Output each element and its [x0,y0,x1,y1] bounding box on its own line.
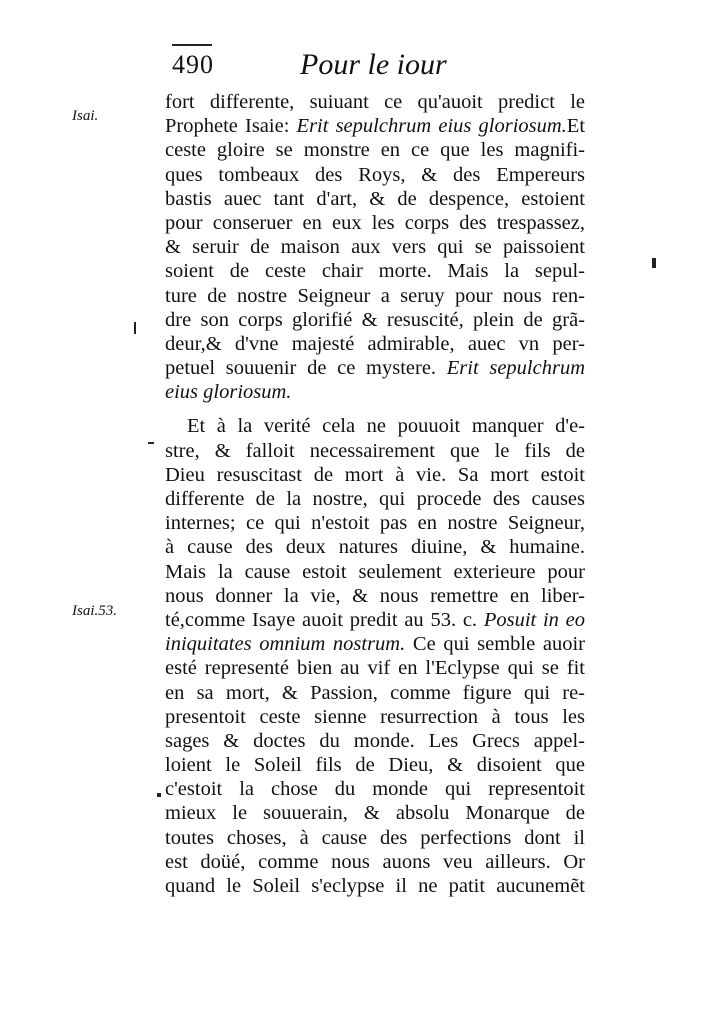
header-mark [172,44,212,46]
margin-note-isai: Isai. [72,108,99,124]
page-header [172,50,592,90]
text-line: esté representé bien au vif en l'Eclypse qui se fit [165,657,585,680]
running-title: Pour le iour [300,48,447,81]
margin-note-isai-53: Isai.53. [72,603,117,619]
page-number: 490 [172,50,214,79]
latin-quote: Posuit in eo [483,608,586,631]
text-line: mieux le souuerain, & absolu Monarque de [165,802,585,825]
text-line: presentoit ceste sienne resurrection à tous les [165,705,585,728]
text-line: c'estoit la chose du monde qui representoit [165,778,585,801]
ink-speck [148,442,154,444]
text-line: Mais la cause estoit seulement exterieure pour [165,560,585,583]
latin-quote: eius gloriosum. [165,381,292,404]
ink-speck [134,322,136,334]
text-line: dre son corps glorifié & resuscité, plein de grã- [165,308,585,331]
latin-quote: Erit sepulchrum eius gloriosum. [296,115,567,138]
text-line: internes; ce qui n'estoit pas en nostre Seigneur, [165,512,585,535]
text-line: ques tombeaux des Roys, & des Empereurs [165,163,585,186]
text-line: loient le Soleil fils de Dieu, & disoient que [165,754,585,777]
text-line: Et à la verité cela ne pouuoit manquer d'e- [187,415,585,438]
text-line: té,comme Isaye auoit predit au 53. c. Posuit in eo [165,608,586,631]
text-line: fort differente, suiuant ce qu'auoit predict le [165,91,585,113]
text-line: ceste gloire se monstre en ce que les magnifi- [165,139,585,162]
text-line: Dieu resuscitast de mort à vie. Sa mort estoit [165,463,585,486]
text-line: nous donner la vie, & nous remettre en liber- [165,584,585,607]
text-line: deur,& d'vne majesté admirable, auec vn per- [165,332,585,355]
ink-speck [652,258,656,268]
text-line: Prophete Isaie: Erit sepulchrum eius gloriosum.Et [165,115,586,138]
text-line: bastis auec tant d'art, & de despence, estoient [165,187,585,210]
text-line: à cause des deux natures diuine, & humaine. [165,536,585,559]
text-line: sages & doctes du monde. Les Grecs appel- [165,729,585,752]
text-line: iniquitates omnium nostrum. Ce qui semble auoir [165,633,585,656]
text-line: soient de ceste chair morte. Mais la sepul- [165,260,585,283]
text-line: pour conseruer en eux les corps des trespassez, [165,211,585,234]
text-line: quand le Soleil s'eclypse il ne patit aucunemẽt [165,875,585,897]
text-line [165,380,585,404]
text-line: petuel souuenir de ce mystere. Erit sepulchrum [165,357,585,380]
text-line: en sa mort, & Passion, comme figure qui re- [165,681,585,704]
text-line: est doüé, comme nous auons veu ailleurs. Or [165,850,585,873]
text-line: & seruir de maison aux vers qui se paissoient [165,236,585,259]
text-line: differente de la nostre, qui procede des causes [165,488,585,510]
ink-speck [157,793,161,797]
text-line: stre, & falloit necessairement que le fils de [165,439,585,462]
latin-quote: iniquitates omnium nostrum. [165,633,406,656]
text-line: toutes choses, à cause des perfections dont il [165,826,585,849]
body-text [165,90,585,898]
latin-quote: Erit sepulchrum [446,357,585,380]
text-line: ture de nostre Seigneur a seruy pour nous ren- [165,284,585,307]
